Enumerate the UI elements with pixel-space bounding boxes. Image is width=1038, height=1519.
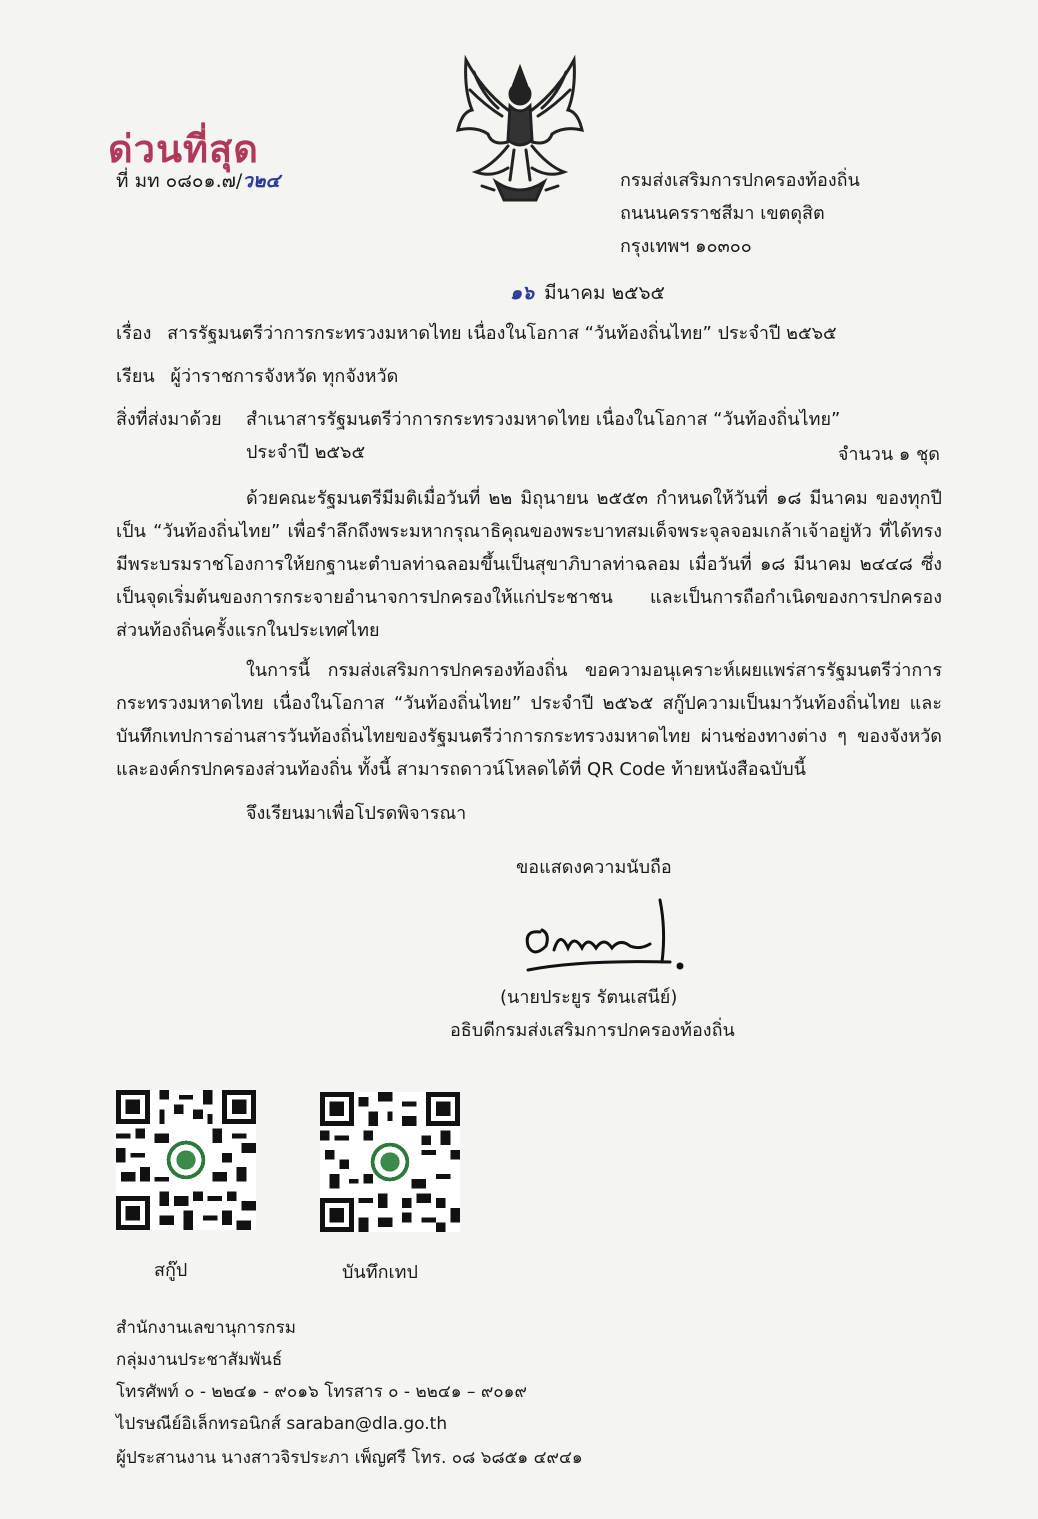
org-city: กรุงเทพฯ ๑๐๓๐๐ — [620, 236, 752, 257]
document-number-prefix: ที่ มท ๐๘๐๑.๗/ — [116, 170, 243, 192]
signatory-title: อธิบดีกรมส่งเสริมการปกครองท้องถิ่น — [450, 1020, 735, 1041]
date-month-year: มีนาคม ๒๕๖๕ — [544, 282, 665, 304]
body-paragraph-1-text: ด้วยคณะรัฐมนตรีมีมติเมื่อวันที่ ๒๒ มิถุนายน ๒๕๕๓ กำหนดให้วันที่ ๑๘ มีนาคม ของทุกปี เป็น “วันท้องถิ่นไทย” เพื่อรำลึกถึงพระมหากรุณาธิคุณของพระบาทสมเด็จพระจุลจอมเกล้าเจ้าอยู่หัว ที่ได้ทรงมีพระบรมราชโองการให้ยกฐานะตำบลท่าฉลอมขึ้นเป็นสุขาภิบาลท่าฉลอม เมื่อวันที่ ๑๘ มีนาคม ๒๔๔๘ ซึ่งเป็นจุดเริ่มต้นของการกระจายอำนาจการปกครองให้แก่ประชาชน และเป็นการถือกำเนิดของการปกครองส่วนท้องถิ่นครั้งแรกในประเทศไทย — [116, 488, 942, 641]
subject-line — [116, 321, 837, 347]
signatory-name: (นายประยูร รัตนเสนีย์) — [500, 987, 678, 1008]
org-street: ถนนนครราชสีมา เขตดุสิต — [620, 203, 825, 224]
qr-label-scoop: สกู๊ป — [154, 1260, 188, 1281]
document-number-handwritten: ว๒๔ — [242, 170, 280, 192]
qr-code-tape[interactable] — [320, 1092, 460, 1232]
document-date — [510, 278, 665, 308]
qr-code-scoop[interactable] — [116, 1090, 256, 1230]
body-paragraph-2 — [116, 654, 942, 786]
recipient-label: เรียน — [116, 366, 155, 387]
enclosure-line2: ประจำปี ๒๕๖๕ — [246, 442, 366, 463]
footer-group: กลุ่มงานประชาสัมพันธ์ — [116, 1350, 283, 1370]
footer-office: สำนักงานเลขานุการกรม — [116, 1318, 296, 1338]
org-name: กรมส่งเสริมการปกครองท้องถิ่น — [620, 170, 860, 191]
handwritten-signature — [520, 890, 700, 980]
document-number — [116, 166, 280, 196]
subject-label: เรื่อง — [116, 323, 152, 344]
subject-text: สารรัฐมนตรีว่าการกระทรวงมหาดไทย เนื่องในโอกาส “วันท้องถิ่นไทย” ประจำปี ๒๕๖๕ — [167, 323, 837, 344]
recipient-text: ผู้ว่าราชการจังหวัด ทุกจังหวัด — [170, 366, 399, 387]
footer-phone: โทรศัพท์ ๐ - ๒๒๔๑ - ๙๐๑๖ โทรสาร ๐ - ๒๒๔๑ – ๙๐๑๙ — [116, 1382, 527, 1402]
closing-line: จึงเรียนมาเพื่อโปรดพิจารณา — [246, 803, 467, 824]
garuda-emblem-icon — [452, 50, 588, 208]
regards: ขอแสดงความนับถือ — [516, 857, 672, 878]
date-day-handwritten: ๑๖ — [510, 282, 535, 304]
body-paragraph-2-text: ในการนี้ กรมส่งเสริมการปกครองท้องถิ่น ขอความอนุเคราะห์เผยแพร่สารรัฐมนตรีว่าการกระทรวงมหาดไทย เนื่องในโอกาส “วันท้องถิ่นไทย” ประจำปี ๒๕๖๕ สกู๊ปความเป็นมาวันท้องถิ่นไทย และบันทึกเทปการอ่านสารวันท้องถิ่นไทยของรัฐมนตรีว่าการกระทรวงมหาดไทย ผ่านช่องทางต่าง ๆ ของจังหวัด และองค์กรปกครองส่วนท้องถิ่น ทั้งนี้ สามารถดาวน์โหลดได้ที่ QR Code ท้ายหนังสือฉบับนี้ — [116, 660, 942, 780]
enclosure-label: สิ่งที่ส่งมาด้วย — [116, 409, 222, 430]
footer-email: ไปรษณีย์อิเล็กทรอนิกส์ saraban@dla.go.th — [116, 1414, 448, 1434]
enclosure-line1: สำเนาสารรัฐมนตรีว่าการกระทรวงมหาดไทย เนื่องในโอกาส “วันท้องถิ่นไทย” — [246, 409, 841, 430]
enclosure-quantity: จำนวน ๑ ชุด — [837, 444, 940, 465]
body-paragraph-1 — [116, 482, 942, 647]
qr-label-tape: บันทึกเทป — [342, 1262, 418, 1283]
urgency-stamp: ด่วนที่สุด — [108, 126, 259, 171]
footer-coordinator: ผู้ประสานงาน นางสาวจิรประภา เพ็ญศรี โทร. ๐๘ ๖๘๕๑ ๔๙๔๑ — [116, 1448, 583, 1468]
recipient-line — [116, 364, 398, 390]
